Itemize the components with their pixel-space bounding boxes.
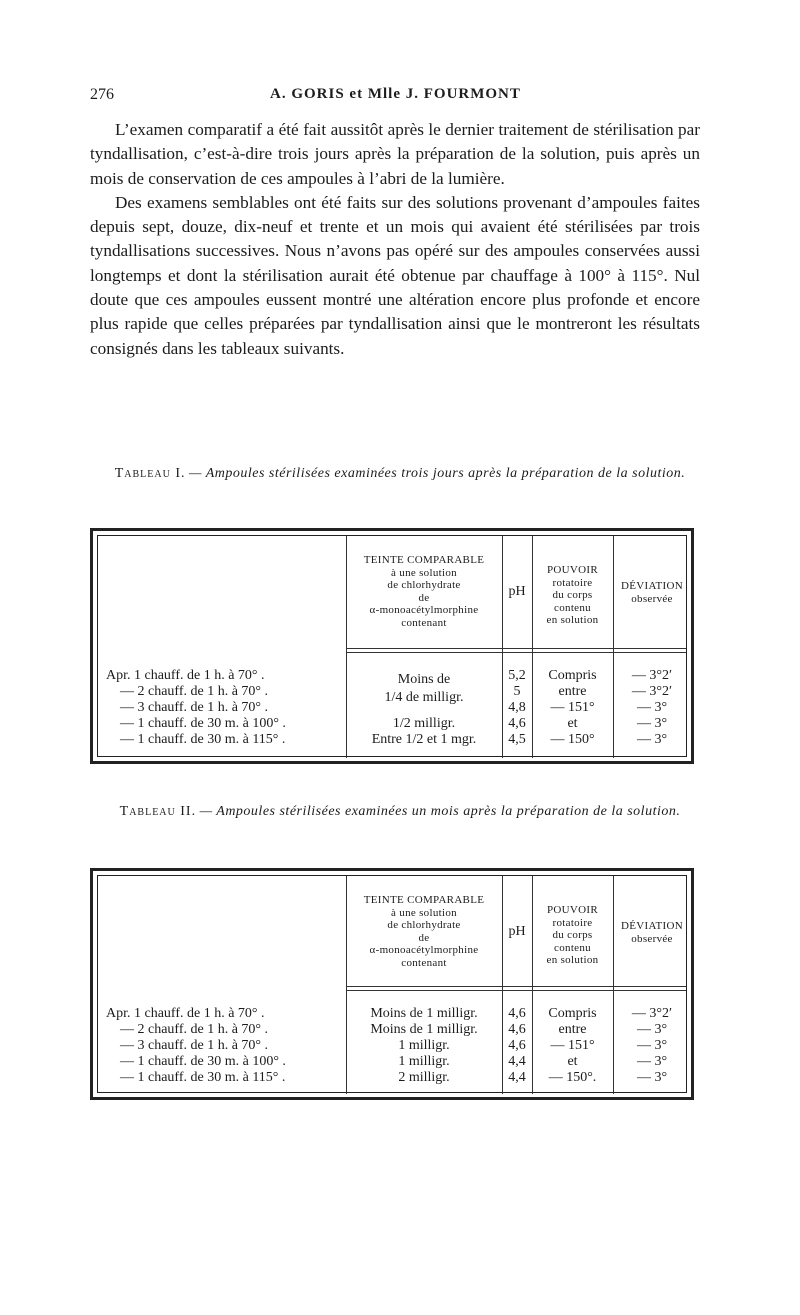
table1-caption-text: — Ampoules stérilisées examinées trois jours après la préparation de la solution. [189, 466, 686, 481]
table1-pouvoir-cell: et [567, 716, 578, 731]
table1-ph-value: 4,6 [508, 716, 526, 731]
table2-row-label: — 1 chauff. de 30 m. à 100° . [120, 1054, 286, 1069]
table2-teinte-cell: Moins de 1 milligr. [370, 1006, 478, 1021]
table1-pouvoir-cell: Compris [548, 668, 597, 683]
table1-row-label: — 2 chauff. de 1 h. à 70° . [120, 684, 269, 699]
table1-teinte-cell: Entre 1/2 et 1 mgr. [371, 732, 477, 747]
table2-teinte-cell: 1 milligr. [398, 1054, 450, 1069]
table2-label: Tableau II. [119, 804, 197, 819]
table1-row-label: — 3 chauff. de 1 h. à 70° . [120, 700, 269, 715]
table2-pouvoir-cell: entre [558, 1022, 587, 1037]
table2-ph-value: 4,4 [508, 1070, 526, 1085]
table2-deviation-value: — 3° [636, 1038, 668, 1053]
table2-teinte-cell: 2 milligr. [398, 1070, 450, 1085]
table1-pouvoir-cell: — 150° [550, 732, 595, 747]
running-title: A. GORIS et Mlle J. FOURMONT [270, 86, 521, 102]
table2-ph-value: 4,4 [508, 1054, 526, 1069]
table2-deviation-value: — 3°2′ [631, 1006, 673, 1021]
table1-header-ph: pH [508, 584, 526, 599]
table1-row-label: Apr. 1 chauff. de 1 h. à 70° . [106, 668, 265, 683]
table2-header-teinte: TEINTE COMPARABLE à une solution de chlorhydrate de α-monoacétylmorphine contenant [363, 894, 485, 969]
table1-row-label: — 1 chauff. de 30 m. à 115° . [120, 732, 286, 747]
table2-teinte-cell: 1 milligr. [398, 1038, 450, 1053]
table2-deviation-value: — 3° [636, 1022, 668, 1037]
table1-teinte-cell: Moins de [397, 672, 451, 687]
table2-pouvoir-cell: Compris [548, 1006, 597, 1021]
table2-caption [100, 802, 700, 822]
table2-ph-value: 4,6 [508, 1022, 526, 1037]
page-header [90, 86, 700, 110]
table2-row-label: — 1 chauff. de 30 m. à 115° . [120, 1070, 286, 1085]
table1-deviation-value: — 3°2′ [631, 684, 673, 699]
table1-row-label: — 1 chauff. de 30 m. à 100° . [120, 716, 286, 731]
table1-ph-value: 4,8 [508, 700, 526, 715]
body-text [90, 118, 700, 361]
table1-header-deviation: DÉVIATION observée [621, 580, 683, 605]
table1-ph-value: 4,5 [508, 732, 526, 747]
table1-pouvoir-cell: — 151° [550, 700, 595, 715]
table1-header-pouvoir: POUVOIR rotatoire du corps contenu en solution [546, 564, 599, 626]
table2-caption-text: — Ampoules stérilisées examinées un mois après la préparation de la solution. [199, 804, 681, 819]
table2-teinte-cell: Moins de 1 milligr. [370, 1022, 478, 1037]
table1-ph-value: 5 [513, 684, 521, 699]
table2-header-ph: pH [508, 924, 526, 939]
table2-pouvoir-cell: et [567, 1054, 578, 1069]
table2-ph-value: 4,6 [508, 1038, 526, 1053]
paragraph-2: Des examens semblables ont été faits sur des solutions provenant d’ampoules faites depuis sept, douze, dix-neuf et trente et un mois qui avaient été stérilisées par trois tyndallisations successives. Nous n’avons pas opéré sur des ampoules conservées aussi longtemps et dont la stérilisation aurait été obtenue par chauffage à 100° à 115°. Nul doute que ces ampoules eussent montré une altération encore plus profonde et encore plus rapide que celles préparées par tyndallisation ainsi que le montreront les résultats consignés dans les tableaux suivants. [90, 192, 700, 358]
page-number: 276 [90, 86, 114, 103]
table2-row-label: Apr. 1 chauff. de 1 h. à 70° . [106, 1006, 265, 1021]
table1-teinte-cell: 1/2 milligr. [392, 716, 456, 731]
table2-pouvoir-cell: — 151° [550, 1038, 595, 1053]
table2 [90, 868, 694, 1100]
table1-deviation-value: — 3° [636, 732, 668, 747]
table1-deviation-value: — 3°2′ [631, 668, 673, 683]
table1-ph-value: 5,2 [508, 668, 526, 683]
table2-row-label: — 3 chauff. de 1 h. à 70° . [120, 1038, 269, 1053]
table1-teinte-cell: 1/4 de milligr. [384, 690, 464, 705]
table1-caption [100, 464, 700, 484]
table2-deviation-value: — 3° [636, 1054, 668, 1069]
table2-header-deviation: DÉVIATION observée [621, 920, 683, 945]
table2-pouvoir-cell: — 150°. [548, 1070, 597, 1085]
table1-pouvoir-cell: entre [558, 684, 587, 699]
table1-header-teinte: TEINTE COMPARABLE à une solution de chlorhydrate de α-monoacétylmorphine contenant [363, 554, 485, 629]
table1 [90, 528, 694, 764]
paragraph-1: L’examen comparatif a été fait aussitôt après le dernier traitement de stérilisation par tyndallisation, c’est-à-dire trois jours après la préparation de la solution, puis après un mois de conservation de ces ampoules à l’abri de la lumière. [90, 120, 700, 188]
table1-label: Tableau I. [114, 466, 186, 481]
table1-deviation-value: — 3° [636, 700, 668, 715]
table2-ph-value: 4,6 [508, 1006, 526, 1021]
table2-deviation-value: — 3° [636, 1070, 668, 1085]
table1-deviation-value: — 3° [636, 716, 668, 731]
table2-row-label: — 2 chauff. de 1 h. à 70° . [120, 1022, 269, 1037]
table2-header-pouvoir: POUVOIR rotatoire du corps contenu en solution [546, 904, 599, 966]
